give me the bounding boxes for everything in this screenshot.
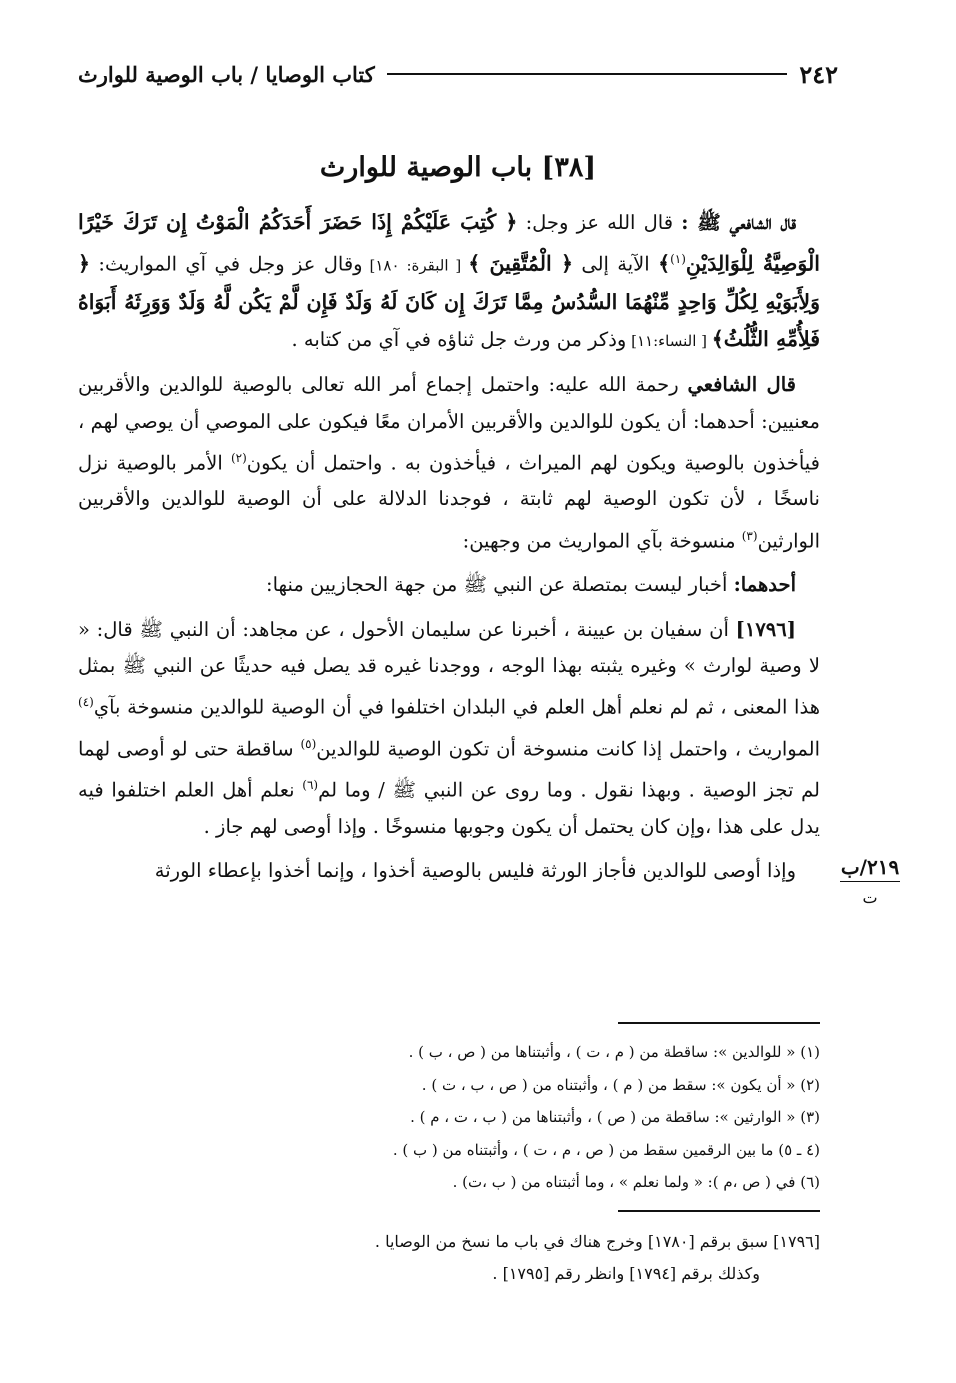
takhrij-notes — [200, 1226, 820, 1290]
header-rule — [387, 73, 788, 75]
footnote-item: (٣) « الوارثين »: ساقطة من ( ص ) ، وأثبتناها من ( ب ، ت ، م ) . — [410, 1108, 820, 1126]
takhrij-line: [١٧٩٦] سبق برقم [١٧٨٠] وخرج هناك في باب ما نسخ من الوصايا . — [374, 1232, 820, 1251]
quran-verse-end: ﴾ — [658, 251, 671, 276]
footnote-marker: (٢) — [230, 450, 247, 465]
text-run: قال الله عز وجل: — [517, 211, 682, 234]
footnote-marker: (٥) — [300, 736, 317, 751]
paragraph-5 — [78, 853, 820, 889]
text-run: ساقطة حتى لو أوصى لهما لم تجز الوصية . وبهذا نقول . وما روى عن النبي ﷺ / وما لم — [78, 737, 820, 802]
paragraph-3 — [78, 567, 820, 603]
paragraph-lead: أحدهما: — [733, 573, 796, 597]
text-run: منسوخة بآي المواريث من وجهين: — [462, 529, 742, 553]
verse-citation: [ النساء:١١] — [626, 332, 712, 351]
page-number: ٢٤٢ — [799, 59, 838, 89]
paragraph-lead: قال الشافعي — [687, 373, 796, 397]
verse-citation: [ البقرة: ١٨٠] — [362, 256, 469, 275]
running-title: كتاب الوصايا / باب الوصية للوارث — [78, 61, 375, 87]
quran-verse: ﴿ الْمُتَّقِينَ ﴾ — [468, 251, 573, 276]
text-run: المواريث ، واحتمل إذا كانت منسوخة أن تكون الوصية للوالدين — [316, 737, 820, 761]
text-run: رحمة الله عليه: واحتمل إجماع أمر الله تعالى بالوصية للوالدين والأقربين معنيين: أحدهما: أن يكون للوالدين والأقربين الأمران معًا فيكون على الموصي أن يوصي لهم ، فيأخذون بالوصية ويكون لهم الميراث ، فيأخذون به . واحتمل أن يكون — [78, 373, 820, 475]
paragraph-2 — [78, 367, 820, 559]
text-run: وإذا أوصى للوالدين فأجاز الورثة فليس بالوصية أخذوا ، وإنما أخذوا بإعطاء الورثة — [154, 859, 796, 883]
footnote-marker: (٣) — [741, 528, 758, 543]
paragraph-lead: قال الشافعي ﷺ : — [681, 211, 797, 234]
text-run: وذكر من ورث جل ثناؤه في آي من كتابه . — [291, 328, 627, 352]
paragraph-4 — [78, 612, 820, 846]
text-run: الآية إلى — [572, 252, 659, 276]
quran-verse: ﴿ كُتِبَ عَلَيْكُمْ إِذَا حَضَرَ أَحَدَكُمُ الْمَوْتُ إِن تَرَكَ خَيْرًا الْوَصِيَّةُ لِلْوَالِدَيْنِ — [78, 210, 820, 276]
takhrij-line: وكذلك برقم [١٧٩٤] وانظر رقم [١٧٩٥] . — [492, 1264, 760, 1283]
text-run: وقال عز وجل في آي المواريث: — [90, 252, 363, 276]
manuscript-siglum: ت — [862, 888, 878, 907]
text-run: الأمر بالوصية نزل ناسخًا ، لأن تكون الوصية لهم ثابتة ، فوجدنا الدلالة على أن الوصية للوالدين والأقربين الوارثين — [78, 451, 820, 553]
main-text — [78, 204, 820, 897]
chapter-title: [٣٨] باب الوصية للوارث — [319, 152, 597, 183]
manuscript-folio-note: ٢١٩/ب — [840, 855, 900, 882]
paragraph-1 — [78, 204, 820, 359]
page-header — [78, 58, 838, 90]
footnote-item: (٤ ـ ٥) ما بين الرقمين سقط من ( ص ، م ، ت ) ، وأثبتناه من ( ب ) . — [392, 1140, 820, 1159]
text-run: نعلم أهل العلم اختلفوا فيه يدل على هذا ،وإن كان يحتمل أن يكون وجوبها منسوخًا . وإذا أوصى لهم جاز . — [78, 778, 820, 839]
takhrij-rule — [618, 1210, 820, 1212]
footnote-marker: (٦) — [302, 778, 319, 793]
quran-verse: ﴿ وَلِأَبَوَيْهِ لِكُلِّ وَاحِدٍ مِّنْهُمَا السُّدُسُ مِمَّا تَرَكَ إِن كَانَ لَهُ وَلَدٌ فَإِن لَّمْ يَكُن لَّهُ وَلَدٌ وَوَرِثَهُ أَبَوَاهُ فَلِأُمِّهِ الثُّلُثُ﴾ — [78, 251, 820, 352]
footnote-marker: (٤) — [78, 694, 94, 709]
footnote-item: (٦) في ( ص ،م ): « ولما نعلم » ، وما أثبتناه من ( ب ،ت) . — [452, 1173, 820, 1191]
footnotes — [200, 1036, 820, 1199]
footnote-item: (١) « للوالدين »: ساقطة من ( م ، ت ) ، وأثبتناها من ( ص ، ب ) . — [408, 1043, 820, 1061]
hadith-number: [١٧٩٦] — [735, 617, 796, 641]
footnote-marker: (١) — [670, 252, 686, 267]
text-run: أن سفيان بن عيينة ، أخبرنا عن سليمان الأحول ، عن مجاهد: أن النبي ﷺ قال: « لا وصية لوارث » وغيره يثبته بهذا الوجه ، ووجدنا غيره قد يصل فيه حديثًا عن النبي ﷺ بمثل هذا المعنى ، ثم لم نعلم أهل العلم في البلدان اختلفوا في أن الوصية للوالدين منسوخة بآي — [78, 617, 820, 719]
footnote-item: (٢) « أن يكون »: سقط من ( م ) ، وأثبتناه من ( ص ، ب ، ت ) . — [421, 1075, 820, 1094]
footnote-rule — [618, 1022, 820, 1024]
text-run: أخبار ليست بمتصلة عن النبي ﷺ من جهة الحجازيين منها: — [266, 573, 734, 597]
